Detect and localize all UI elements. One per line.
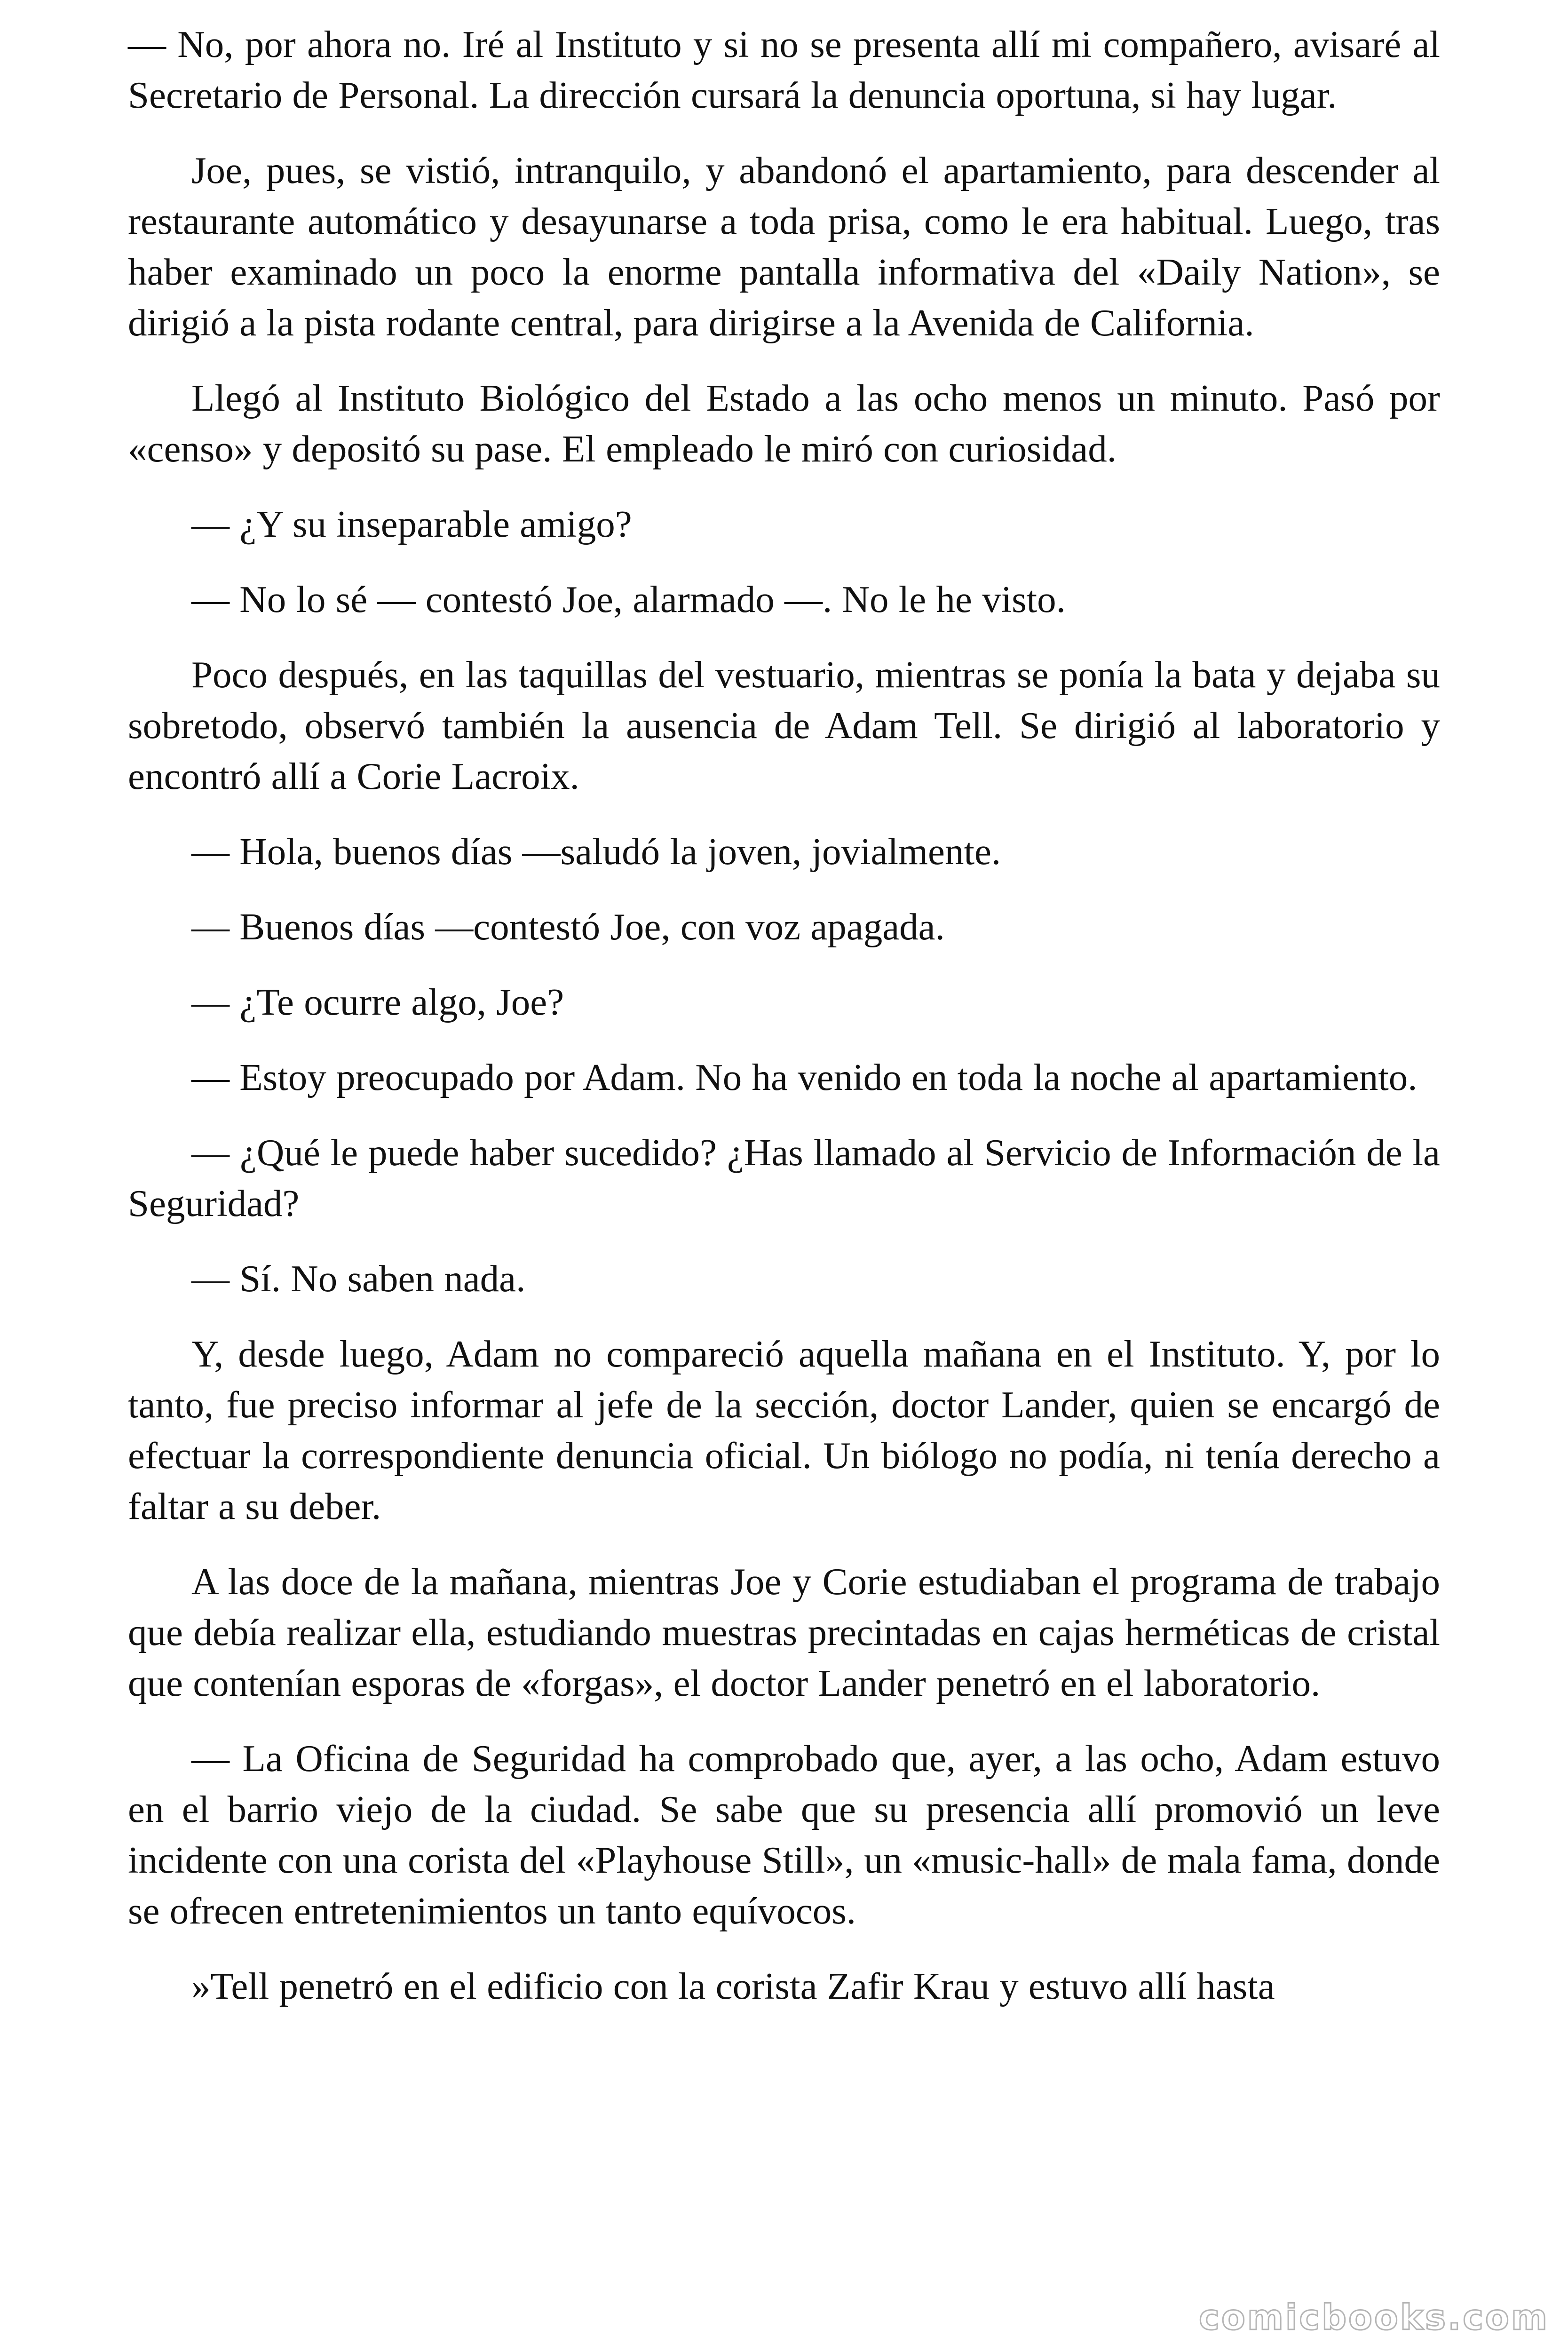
paragraph: Poco después, en las taquillas del vestuario, mientras se ponía la bata y dejaba su sobretodo, observó también la ausencia de Adam Tell. Se dirigió al laboratorio y encontró allí a Corie Lacroix. bbox=[128, 653, 1440, 797]
paragraph: — ¿Y su inseparable amigo? bbox=[191, 503, 632, 545]
paragraph: — Estoy preocupado por Adam. No ha venido en toda la noche al apartamiento. bbox=[191, 1056, 1418, 1098]
paragraph: »Tell penetró en el edificio con la corista Zafir Krau y estuvo allí hasta bbox=[191, 1965, 1275, 2007]
paragraph: — Hola, buenos días —saludó la joven, jovialmente. bbox=[191, 830, 1001, 873]
watermark: comicbooks.com bbox=[1199, 2297, 1549, 2338]
paragraph: — ¿Te ocurre algo, Joe? bbox=[191, 981, 564, 1023]
paragraph: — La Oficina de Seguridad ha comprobado que, ayer, a las ocho, Adam estuvo en el barrio viejo de la ciudad. Se sabe que su presencia allí promovió un leve incidente con una corista del «Playhouse Still», un «music-hall» de mala fama, donde se ofrecen entretenimientos un tanto equívocos. bbox=[128, 1737, 1440, 1932]
paragraph: — Sí. No saben nada. bbox=[191, 1257, 526, 1300]
paragraph: — Buenos días —contestó Joe, con voz apagada. bbox=[191, 906, 945, 948]
paragraph: Joe, pues, se vistió, intranquilo, y abandonó el apartamiento, para descender al restaurante automático y desayunarse a toda prisa, como le era habitual. Luego, tras haber examinado un poco la enorme pantalla informativa del «Daily Nation», se dirigió a la pista rodante central, para dirigirse a la Avenida de California. bbox=[128, 149, 1440, 344]
paragraph: A las doce de la mañana, mientras Joe y Corie estudiaban el programa de trabajo que debía realizar ella, estudiando muestras precintadas en cajas herméticas de cristal que contenían esporas de «forgas», el doctor Lander penetró en el laboratorio. bbox=[128, 1560, 1440, 1704]
paragraph: Llegó al Instituto Biológico del Estado a las ocho menos un minuto. Pasó por «censo» y depositó su pase. El empleado le miró con curiosidad. bbox=[128, 377, 1440, 470]
paragraph: Y, desde luego, Adam no compareció aquella mañana en el Instituto. Y, por lo tanto, fue preciso informar al jefe de la sección, doctor Lander, quien se encargó de efectuar la correspondiente denuncia oficial. Un biólogo no podía, ni tenía derecho a faltar a su deber. bbox=[128, 1333, 1440, 1527]
paragraph: — No lo sé — contestó Joe, alarmado —. No le he visto. bbox=[191, 578, 1066, 620]
page-body bbox=[128, 19, 1440, 2036]
paragraph: — No, por ahora no. Iré al Instituto y si no se presenta allí mi compañero, avisaré al Secretario de Personal. La dirección cursará la denuncia oportuna, si hay lugar. bbox=[128, 23, 1440, 116]
paragraph: — ¿Qué le puede haber sucedido? ¿Has llamado al Servicio de Información de la Seguridad? bbox=[128, 1131, 1440, 1224]
